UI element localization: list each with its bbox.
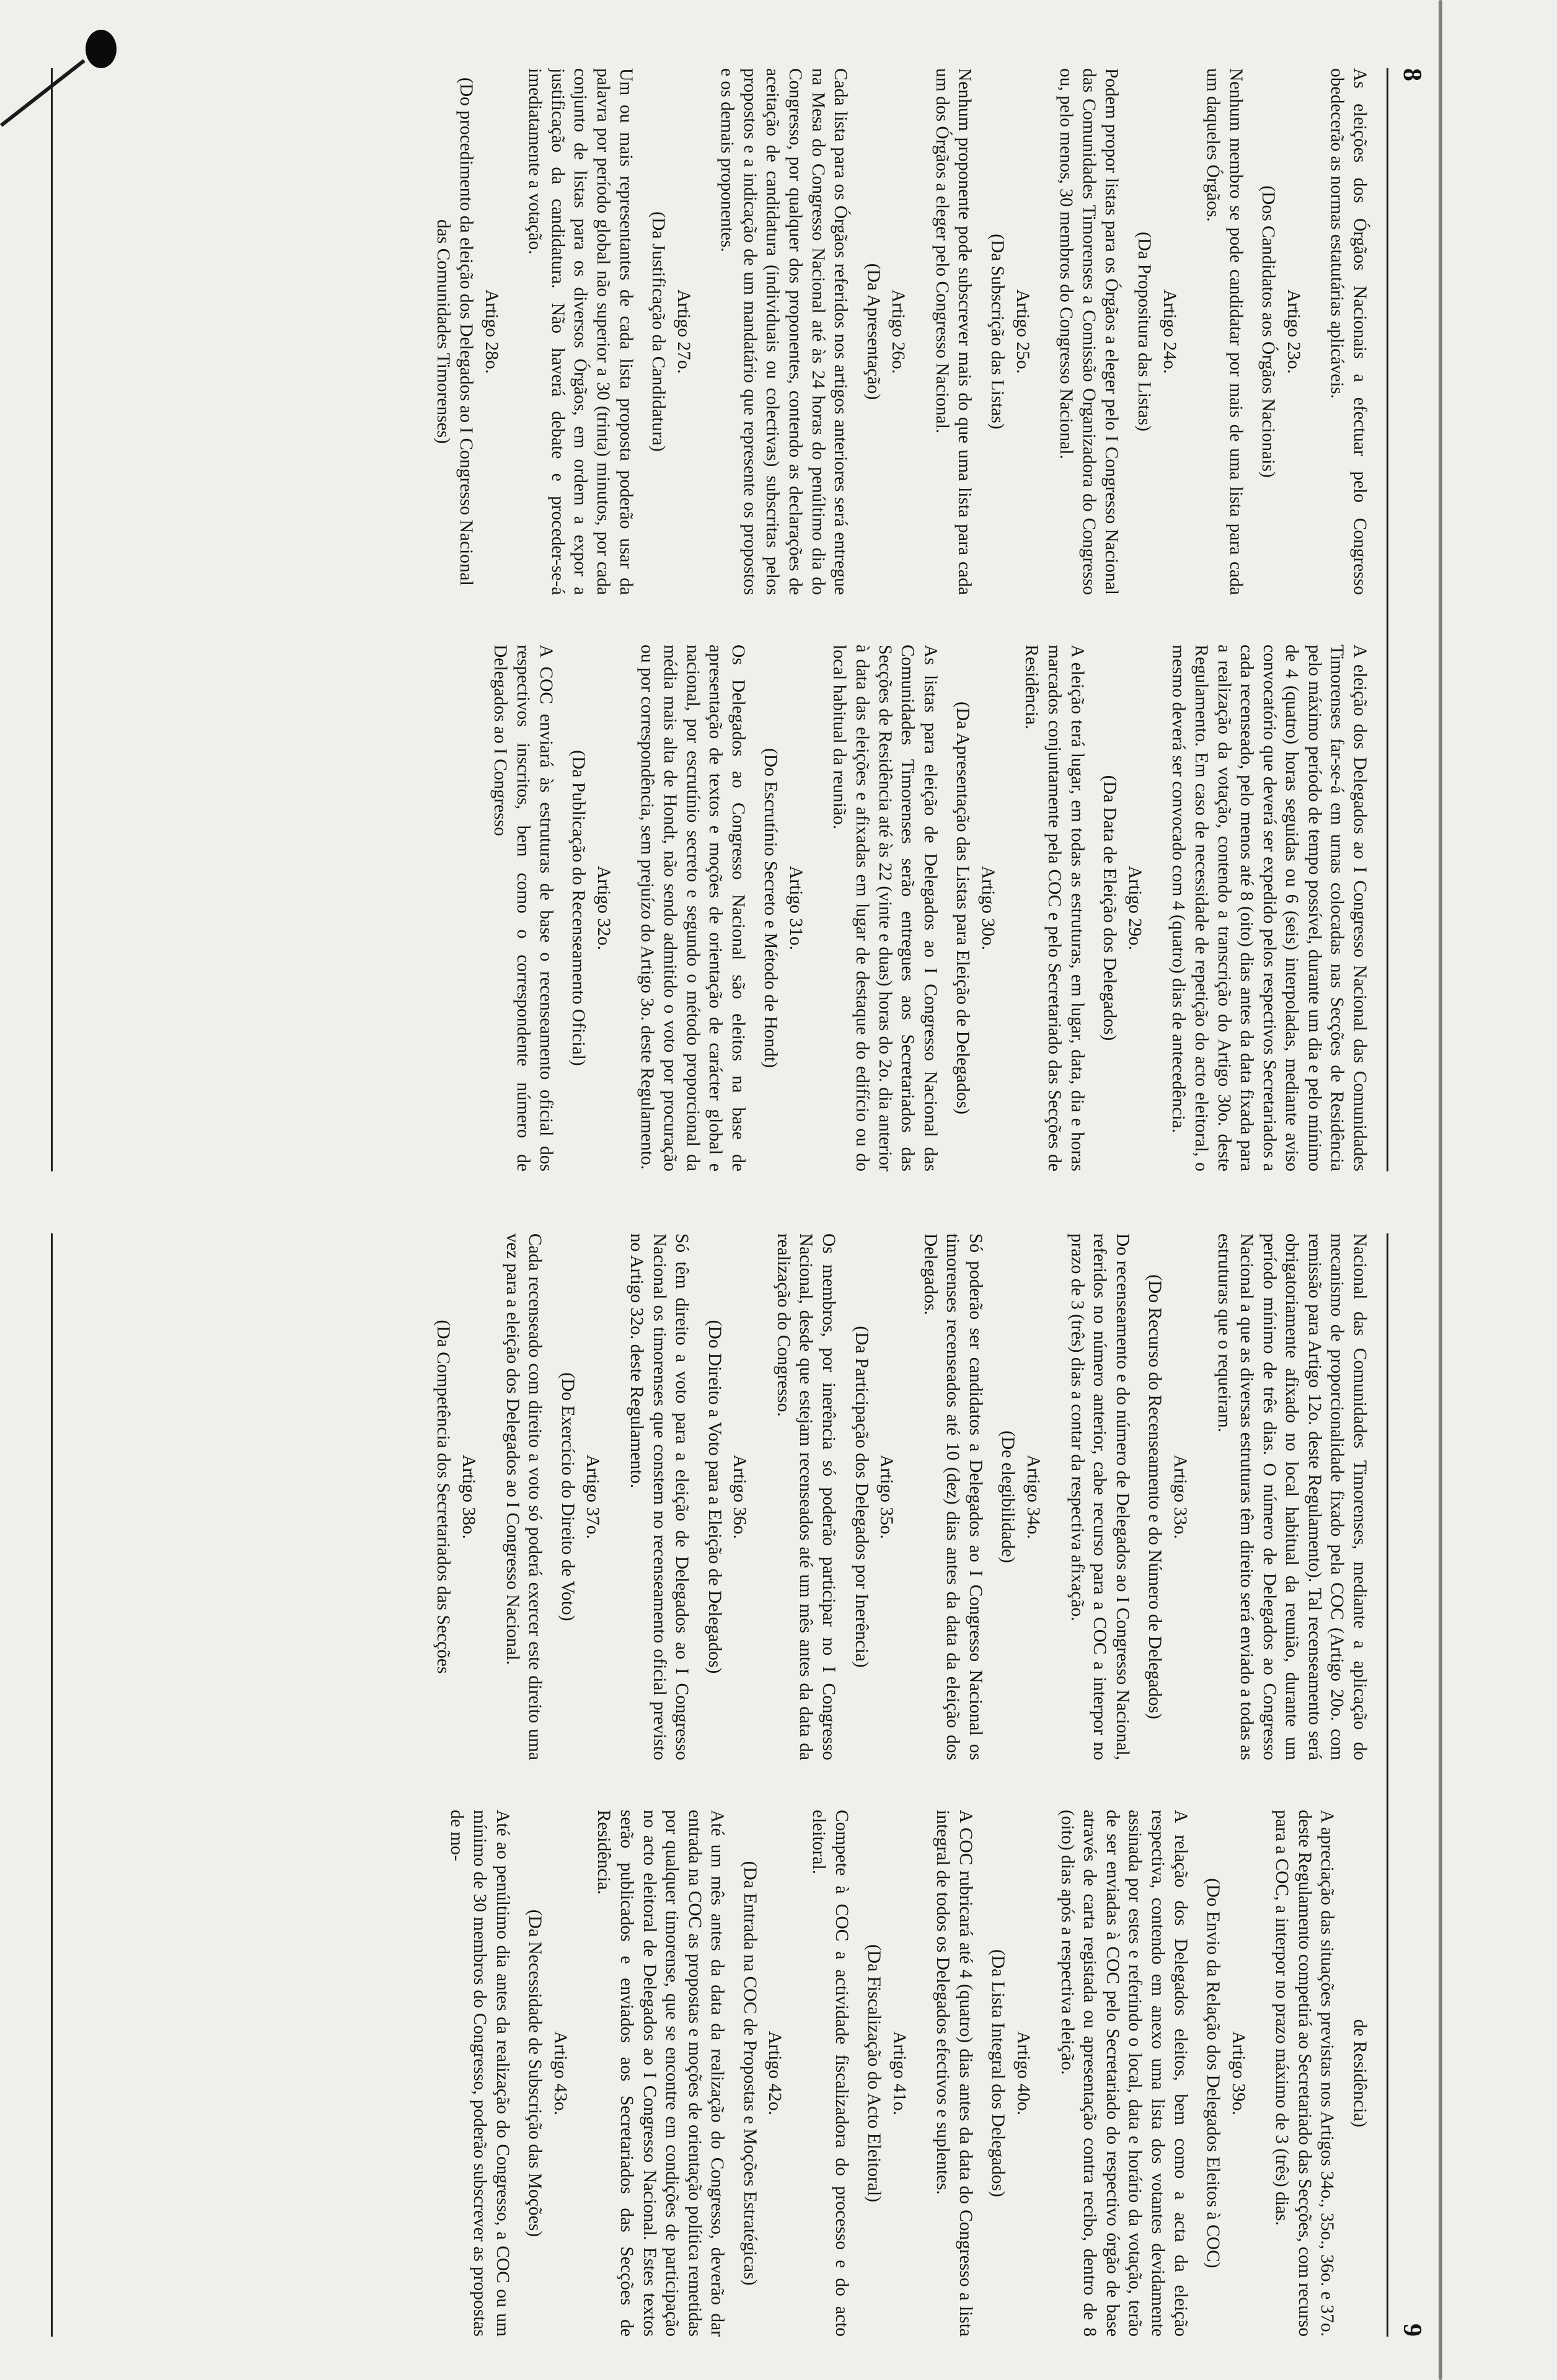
footer-rule [51, 68, 53, 1171]
paragraph: Nacional das Comunidades Timorenses, mediante a aplicação do mecanismo de proporcionalidade fixado pela COC (Artigo 20o. com remissão para Artigo 12o. deste Regulamento). Tal recenseamento será obrigatoriamente afixado no local habitual da reunião, durante um período mínimo de três dias. O número de Delegados ao Congresso Nacional a que as diversas estruturas têm direito será enviado a todas as estruturas que o requeiram. [1214, 1233, 1370, 1760]
header-rule [1387, 68, 1388, 1171]
paragraph: A eleição terá lugar, em todas as estruturas, em lugar, data, dia e horas marcados conjuntamente pela COC e pelo Secretariado das Secções de Residência. [1021, 645, 1087, 1171]
article-title: Artigo 42o. [765, 2030, 785, 2116]
article-subtitle: (Do Envio da Relação dos Delegados Eleitos à COC) [1203, 1878, 1224, 2268]
article-subtitle: (Da Necessidade de Subscrição das Moções) [525, 1909, 545, 2237]
article-title: Artigo 29o. [1124, 865, 1145, 951]
paragraph: A eleição dos Delegados ao I Congresso Nacional das Comunidades Timorenses far-se-á em urnas colocadas nas Secções de Residência pelo máximo período de tempo possível, durante um dia e pelo mínimo de 4 (quatro) horas seguidas ou 6 (seis) interpoladas, mediante aviso convocatório que deverá ser expedido pelos respectivos Secretariados a cada recenseado, pelo menos até 8 (oito) dias antes da data fixada para a realização da votação, contendo a transcrição do Artigo 30o. deste Regulamento. Em caso de necessidade de repetição do acto eleitoral, o mesmo deverá ser convocado com 4 (quatro) dias de antecedência. [1168, 645, 1370, 1171]
header-rule [1387, 1233, 1388, 2337]
page-9 [26, 1233, 1427, 2337]
paragraph: As listas para eleição de Delegados ao I Congresso Nacional das Comunidades Timorenses serão entregues aos Secretariados das Secções de Residência até às 22 (vinte e duas) horas do 2o. dia anterior à data das eleições e afixadas em lugar de destaque do edifício ou do local habitual da reunião. [829, 645, 940, 1171]
footer-rule [51, 1233, 53, 2337]
paragraph: Só têm direito a voto para a eleição de Delegados ao I Congresso Nacional os timorenses que constem no recenseamento oficial previsto no Artigo 32o. deste Regulamento. [626, 1233, 692, 1760]
article-title: Artigo 24o. [1159, 289, 1180, 374]
article-title: Artigo 30o. [977, 865, 998, 951]
paragraph: A apreciação das situações previstas nos Artigos 34o., 35o., 36o. e 37o. deste Regulamento competirá ao Secretariado das Secções, com recurso para a COC, a interpor no prazo máximo de 3 (três) dias. [1272, 1810, 1338, 2337]
article-subtitle: (Da Justificação da Candidatura) [648, 211, 669, 452]
text-column [76, 645, 1371, 1171]
paragraph: Um ou mais representantes de cada lista proposta poderão usar da palavra por período global não superior a 30 (trinta) minutos, por cada conjunto de listas para os diversos Órgãos, em ordem a expor a justificação da candidatura. Não haverá debate e proceder-se-á imediatamente a votação. [525, 68, 636, 595]
text-column [76, 1233, 1371, 1760]
paragraph: Compete à COC a actividade fiscalizadora do processo e do acto eleitoral. [809, 1810, 852, 2337]
article-title: Artigo 27o. [673, 289, 694, 374]
article-title: Artigo 31o. [785, 865, 806, 951]
paragraph: Até um mês antes da data da realização do Congresso, deverão dar entrada na COC as propostas e moções de orientação política remetidas por qualquer timorense, que se encontre em condições de participação no acto eleitoral de Delegados ao I Congresso Nacional. Estes textos serão publicados e enviados aos Secretariados das Secções de Residência. [594, 1810, 728, 2337]
paragraph: Nenhum proponente pode subscrever mais do que uma lista para cada um dos Órgãos a eleger pelo Congresso Nacional. [932, 68, 975, 595]
article-title: Artigo 38o. [459, 1454, 479, 1540]
page-number: 8 [1398, 68, 1426, 81]
article-title: Artigo 26o. [888, 289, 909, 374]
article-subtitle: (Do Exercício do Direito de Voto) [557, 1372, 578, 1621]
article-subtitle: (Do Recurso do Recenseamento e do Número de Delegados) [1145, 1274, 1165, 1719]
article-subtitle: (De elegibilidade) [998, 1430, 1018, 1563]
article-title: Artigo 41o. [889, 2030, 909, 2116]
text-column [76, 1810, 1371, 2337]
article-subtitle: (Da Publicação do Recenseamento Oficial) [568, 750, 589, 1066]
article-title: Artigo 40o. [1013, 2030, 1034, 2116]
paragraph: Os Delegados ao Congresso Nacional são eleitos na base de apresentação de textos e moções de orientação de carácter global e nacional, por escrutínio secreto e segundo o método proporcional da média mais alta de Hondt, não sendo admitido o voto por procuração ou por correspondência, sem prejuízo do Artigo 3o. deste Regulamento. [637, 645, 748, 1171]
article-title: Artigo 39o. [1228, 2030, 1248, 2116]
paragraph: Nenhum membro se pode candidatar por mais de uma lista para cada um daqueles Órgãos. [1203, 68, 1246, 595]
article-title: Artigo 34o. [1023, 1454, 1044, 1540]
article-subtitle: (Da Fiscalização do Acto Eleitoral) [864, 1944, 884, 2203]
article-subtitle: (Do Escrutínio Secreto e Método de Hondt) [761, 747, 781, 1069]
page-8 [26, 68, 1427, 1171]
paragraph: Só poderão ser candidatos a Delegados ao I Congresso Nacional os timorenses recenseados até 10 (dez) dias antes da data da eleição dos Delegados. [920, 1233, 986, 1760]
article-title: Artigo 25o. [1012, 289, 1033, 374]
article-subtitle: de Residência) [1350, 2019, 1370, 2128]
article-subtitle: (Da Apresentação) [863, 263, 883, 400]
paragraph: Podem propor listas para os Órgãos a eleger pelo I Congresso Nacional das Comunidades Timorenses a Comissão Organizadora do Congresso ou, pelo menos, 30 membros do Congresso Nacional. [1056, 68, 1122, 595]
article-subtitle: (Da Subscrição das Listas) [987, 234, 1008, 430]
article-title: Artigo 36o. [730, 1454, 750, 1540]
article-subtitle: (Do procedimento da eleição dos Delegados ao I Congresso Nacional das Comunidades Timorenses) [433, 77, 477, 586]
paragraph: Cada lista para os Órgãos referidos nos artigos anteriores será entregue na Mesa do Congresso Nacional até às 24 horas do penúltimo dia do Congresso, por qualquer dos proponentes, contendo as declarações de aceitação de candidatura (individuais ou colectivas) subscritas pelos propostos e a indicação de um mandatário que represente os propostos e os demais proponentes. [717, 68, 851, 595]
article-subtitle: (Da Apresentação das Listas para Eleição de Delegados) [953, 702, 973, 1114]
article-subtitle: (Da Propositura das Listas) [1134, 232, 1154, 431]
article-subtitle: (Da Lista Integral dos Delegados) [988, 1949, 1008, 2197]
page-number: 9 [1398, 2324, 1426, 2337]
article-title: Artigo 28o. [481, 289, 501, 374]
paragraph: Até ao penúltimo dia antes da realização do Congresso, a COC ou um mínimo de 30 membros do Congresso, poderão subscrever as propostas de mo- [447, 1810, 513, 2337]
paragraph: Do recenseamento e do número de Delegados ao I Congresso Nacional, referidos no número anterior, cabe recurso para a COC a interpor no prazo de 3 (três) dias a contar da respectiva afixação. [1067, 1233, 1132, 1760]
paragraph: A relação dos Delegados eleitos, bem como a acta da eleição respectiva, contendo em anexo uma lista dos votantes devidamente assinada por estes e referindo o local, data e horário da votação, terão de ser enviadas à COC pelo Secretariado do respectivo órgão de base através de carta registada ou apresentação contra recibo, dentro de 8 (oito) dias após a respectiva eleição. [1057, 1810, 1191, 2337]
page-columns [76, 1233, 1371, 2337]
article-title: Artigo 37o. [583, 1454, 603, 1540]
article-subtitle: (Da Entrada na COC de Propostas e Moções Estratégicas) [739, 1861, 760, 2286]
article-title: Artigo 33o. [1170, 1454, 1190, 1540]
paragraph: Cada recenseado com direito a voto só poderá exercer este direito uma vez para a eleição dos Delegados ao I Congresso Nacional. [502, 1233, 545, 1760]
paragraph: A COC enviará às estruturas de base o recenseamento oficial dos respectivos inscritos, bem como o correspondente número de Delegados ao I Congresso [490, 645, 556, 1171]
article-subtitle: (Do Direito a Voto para a Eleição de Delegados) [704, 1320, 725, 1674]
article-title: Artigo 43o. [550, 2030, 570, 2116]
paragraph: As eleições dos Órgãos Nacionais a efectuar pelo Congresso obedecerão as normas estatutárias aplicáveis. [1327, 68, 1370, 595]
article-subtitle: (Da Data de Eleição dos Delegados) [1100, 775, 1120, 1041]
article-title: Artigo 35o. [876, 1454, 897, 1540]
text-column [76, 68, 1371, 595]
ink-blot [86, 30, 117, 68]
article-subtitle: (Da Competência dos Secretariados das Secções [433, 1320, 454, 1674]
sheet-edge-line [1439, 0, 1442, 2380]
paragraph: A COC rubricará até 4 (quatro) dias antes da data do Congresso a lista integral de todos os Delegados efectivos e suplentes. [933, 1810, 976, 2337]
article-subtitle: (Dos Candidatos aos Órgãos Nacionais) [1258, 185, 1279, 478]
article-subtitle: (Da Participação dos Delegados por Inerência) [851, 1326, 871, 1668]
paragraph: Os membros, por inerência só poderão participar no I Congresso Nacional, desde que estejam recenseados até um mês antes da data da realização do Congresso. [773, 1233, 839, 1760]
page-columns [76, 68, 1371, 1171]
article-title: Artigo 23o. [1283, 289, 1303, 374]
article-title: Artigo 32o. [593, 865, 614, 951]
